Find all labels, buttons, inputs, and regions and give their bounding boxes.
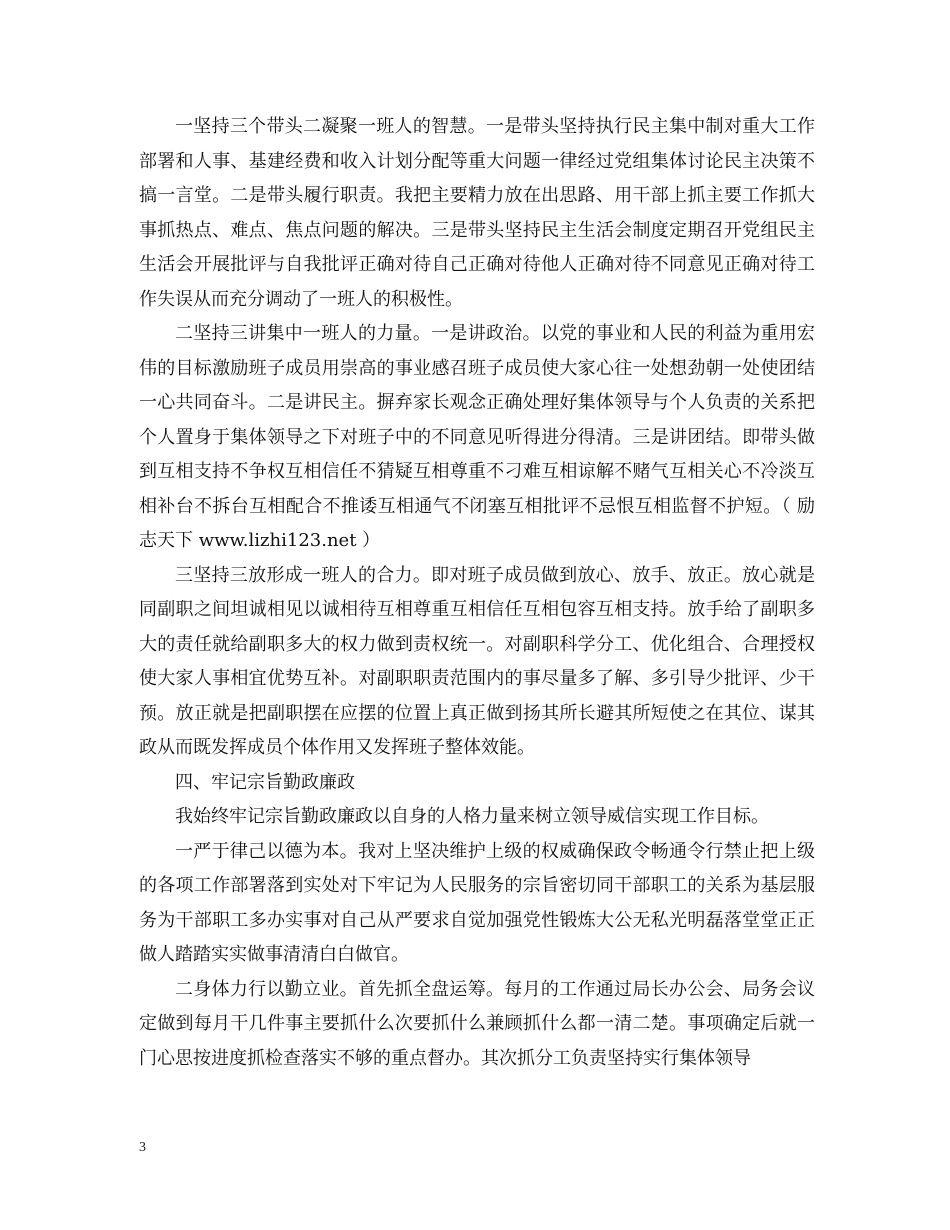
page-number: 3 [139,1140,146,1155]
section-heading-4: 四、牢记宗旨勤政廉政 [175,771,355,793]
paragraph-1: 一坚持三个带头二凝聚一班人的智慧。一是带头坚持执行民主集中制对重大工作部署和人事、基建经费和收入计划分配等重大问题一律经过党组集体讨论民主决策不搞一言堂。二是带头履行职责。我把主要精力放在出思路、用干部上抓主要工作抓大事抓热点、难点、焦点问题的解决。三是带头坚持民主生活会制度定期召开党组民主生活会开展批评与自我批评正确对待自己正确对待他人正确对待不同意见正确对待工作失误从而充分调动了一班人的积极性。 [139,116,815,310]
paragraph-3: 三坚持三放形成一班人的合力。即对班子成员做到放心、放手、放正。放心就是同副职之间坦诚相见以诚相待互相尊重互相信任互相包容互相支持。放手给了副职多大的责任就给副职多大的权力做到责权统一。对副职科学分工、优化组合、合理授权使大家人事相宜优势互补。对副职职责范围内的事尽量多了解、多引导少批评、少干预。放正就是把副职摆在应摆的位置上真正做到扬其所长避其所短使之在其位、谋其政从而既发挥成员个体作用又发挥班子整体效能。 [139,564,815,758]
paragraph-2: 二坚持三讲集中一班人的力量。一是讲政治。以党的事业和人民的利益为重用宏伟的目标激励班子成员用崇高的事业感召班子成员使大家心往一处想劲朝一处使团结一心共同奋斗。二是讲民主。摒弃家长观念正确处理好集体领导与个人负责的关系把个人置身于集体领导之下对班子中的不同意见听得进分得清。三是讲团结。即带头做到互相支持不争权互相信任不猜疑互相尊重不刁难互相谅解不赌气互相关心不冷淡互相补台不拆台互相配合不推诿互相通气不闭塞互相批评不忌恨互相监督不护短。（ 励志天下 www.lizhi123.net ） [139,323,815,551]
paragraph-7: 二身体力行以勤立业。首先抓全盘运筹。每月的工作通过局长办公会、局务会议定做到每月干几件事主要抓什么次要抓什么兼顾抓什么都一清二楚。事项确定后就一门心思按进度抓检查落实不够的重点督办。其次抓分工负责坚持实行集体领导 [139,978,815,1069]
paragraph-5: 我始终牢记宗旨勤政廉政以自身的人格力量来树立领导威信实现工作目标。 [175,806,769,827]
body-text [139,110,815,1076]
paragraph-6: 一严于律己以德为本。我对上坚决维护上级的权威确保政令畅通令行禁止把上级的各项工作部署落到实处对下牢记为人民服务的宗旨密切同干部职工的关系为基层服务为干部职工多办实事对自己从严要求自觉加强党性锻炼大公无私光明磊落堂堂正正做人踏踏实实做事清清白白做官。 [139,840,815,965]
